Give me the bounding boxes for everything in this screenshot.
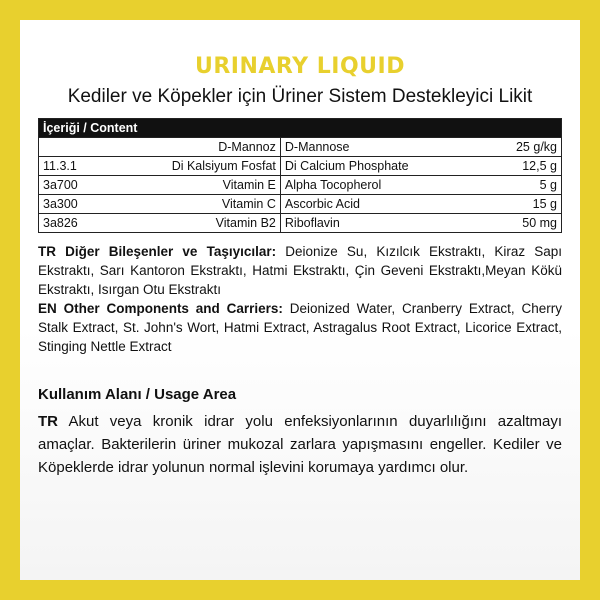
ingredient-name-tr: Vitamin C: [106, 195, 281, 214]
additive-code: 3a700: [39, 176, 106, 195]
ingredient-name-en: Di Calcium Phosphate: [280, 157, 484, 176]
usage-title: Kullanım Alanı / Usage Area: [38, 386, 237, 403]
additive-code: [39, 138, 106, 157]
additive-code: 11.3.1: [39, 157, 106, 176]
content-table-header: İçeriği / Content: [39, 119, 562, 138]
components-tr: [38, 242, 562, 299]
ingredient-name-en: Ascorbic Acid: [280, 195, 484, 214]
table-row: [39, 138, 562, 157]
ingredient-name-en: Alpha Tocopherol: [280, 176, 484, 195]
components-tr-label: TR Diğer Bileşenler ve Taşıyıcılar:: [38, 244, 277, 259]
usage-tr-label: TR: [38, 413, 58, 430]
product-title: URINARY LIQUID: [195, 54, 405, 79]
label-panel: [20, 20, 580, 580]
components-en: [38, 299, 562, 356]
content-table: [38, 118, 562, 233]
table-row: [39, 176, 562, 195]
ingredient-amount: 12,5 g: [485, 157, 562, 176]
ingredient-name-tr: Di Kalsiyum Fosfat: [106, 157, 281, 176]
ingredient-name-tr: D-Mannoz: [106, 138, 281, 157]
ingredient-amount: 25 g/kg: [485, 138, 562, 157]
ingredient-name-tr: Vitamin B2: [106, 214, 281, 233]
product-subtitle: Kediler ve Köpekler için Üriner Sistem Destekleyici Likit: [67, 86, 533, 107]
usage-tr-text: Akut veya kronik idrar yolu enfeksiyonlarının duyarlılığını azaltmayı amaçlar. Bakterilerin üriner mukozal zarlara yapışmasını engeller. Kediler ve Köpeklerde idrar yolunun normal işlevini korumaya yardımcı olur.: [38, 413, 562, 476]
table-row: [39, 214, 562, 233]
ingredient-amount: 50 mg: [485, 214, 562, 233]
ingredient-amount: 15 g: [485, 195, 562, 214]
content-table-header-row: [39, 119, 562, 138]
additive-code: 3a826: [39, 214, 106, 233]
components-en-label: EN Other Components and Carriers:: [38, 301, 283, 316]
usage-tr: [38, 410, 562, 479]
table-row: [39, 195, 562, 214]
ingredient-name-en: Riboflavin: [280, 214, 484, 233]
ingredient-name-en: D-Mannose: [280, 138, 484, 157]
additive-code: 3a300: [39, 195, 106, 214]
table-row: [39, 157, 562, 176]
ingredient-name-tr: Vitamin E: [106, 176, 281, 195]
ingredient-amount: 5 g: [485, 176, 562, 195]
components-tr-text: Deionize Su, Kızılcık Ekstraktı, Kiraz Sapı Ekstraktı, Sarı Kantoron Ekstraktı, Hatmi Ekstraktı, Çin Geveni Ekstraktı,Meyan Kökü Ekstraktı, Isırgan Otu Ekstraktı: [38, 244, 563, 297]
components-en-text: Deionized Water, Cranberry Extract, Cherry Stalk Extract, St. John's Wort, Hatmi Extract, Astragalus Root Extract, Licorice Extract, Stinging Nettle Extract: [38, 301, 562, 354]
